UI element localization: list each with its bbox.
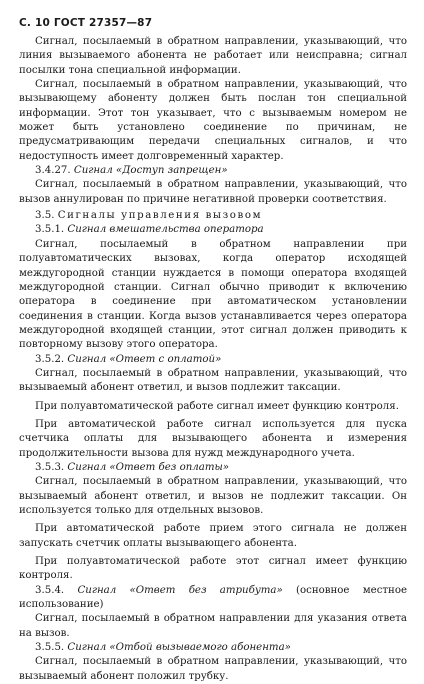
clause-heading — [19, 164, 407, 178]
paragraph: Сигнал, посылаемый в обратном направлении, указывающий, что вызываемый абонент ответил, и вызов подлежит таксации. — [19, 367, 407, 394]
paragraph: Сигнал, посылаемый в обратном направлении для указания ответа на вызов. — [19, 613, 407, 639]
paragraph: Сигнал, посылаемый в обратном направлении, указывающий, что вызываемый абонент ответил, и вызов не подлежит таксации. Он используется только для отдельных вызовов. — [19, 476, 407, 516]
paragraph: При полуавтоматической работе сигнал имеет функцию контроля. — [35, 400, 399, 412]
paragraph: Сигнал, посылаемый в обратном направлении, указывающий, что вызывающему абоненту должен быть послан тон специальной информации. Этот тон указывает, что с вызываемым номером не может быть установлено соединение по причинам, не предусматривающим передачи специальных сигналов, и что недоступность имеет долговременный характер. — [19, 79, 407, 162]
paragraph: Сигнал, посылаемый в обратном направлении, указывающий, что вызов аннулирован по причине негативной проверки соответствия. — [19, 179, 407, 205]
section-heading — [19, 209, 407, 223]
clause-number: 3.5.1. — [35, 224, 65, 236]
clause-number: 3.4.27. — [35, 165, 71, 177]
paragraph: При автоматической работе прием этого сигнала не должен запускать счетчик оплаты вызывающего абонента. — [19, 523, 407, 549]
clause-heading — [19, 641, 407, 655]
clause-title: Сигнал «Отбой вызываемого абонента» — [67, 642, 291, 654]
clause-heading — [19, 223, 407, 237]
clause-number: 3.5.5. — [35, 642, 65, 654]
section-title: Сигналы управления вызовом — [57, 210, 263, 222]
document-page — [19, 16, 407, 684]
clause-title: Сигнал «Ответ с оплатой» — [67, 353, 222, 365]
clause-heading — [19, 353, 407, 367]
paragraph: Сигнал, посылаемый в обратном направлении, указывающий, что вызываемый абонент положил трубку. — [19, 656, 407, 682]
clause-number: 3.5.2. — [35, 353, 65, 365]
clause-number: 3.5.4. — [35, 584, 65, 596]
section-number: 3.5. — [35, 210, 55, 222]
clause-heading — [19, 584, 407, 613]
clause-title: Сигнал «Доступ запрещен» — [73, 165, 228, 177]
clause-title: Сигнал «Ответ без оплаты» — [67, 461, 230, 473]
clause-heading — [19, 461, 407, 475]
paragraph: Сигнал, посылаемый в обратном направлении при полуавтоматических вызовах, когда оператор исходящей междугородной станции нуждается в помощи оператора входящей междугородной станции. Сигнал обычно приводит к включению оператора в соединение при автоматическом установлении соединения в станции. Когда вызов устанавливается через оператора междугородной входящей станции, этот сигнал должен приводить к повторному вызову этого оператора. — [19, 238, 407, 351]
clause-title: Сигнал «Ответ без атрибута» — [77, 584, 283, 596]
paragraph: При полуавтоматической работе этот сигнал имеет функцию контроля. — [19, 556, 407, 582]
paragraph: Сигнал, посылаемый в обратном направлении, указывающий, что линия вызываемого абонента не работает или неисправна; сигнал посылки тона специальной информации. — [19, 36, 407, 76]
page-header: С. 10 ГОСТ 27357—87 — [19, 17, 153, 29]
clause-number: 3.5.3. — [35, 461, 65, 473]
clause-note: (основное местное использование) — [19, 584, 407, 611]
paragraph: При автоматической работе сигнал используется для пуска счетчика оплаты для вызывающего абонента и измерения продолжительности вызова для нужд международного учета. — [19, 418, 407, 459]
clause-title: Сигнал вмешательства оператора — [67, 224, 264, 236]
